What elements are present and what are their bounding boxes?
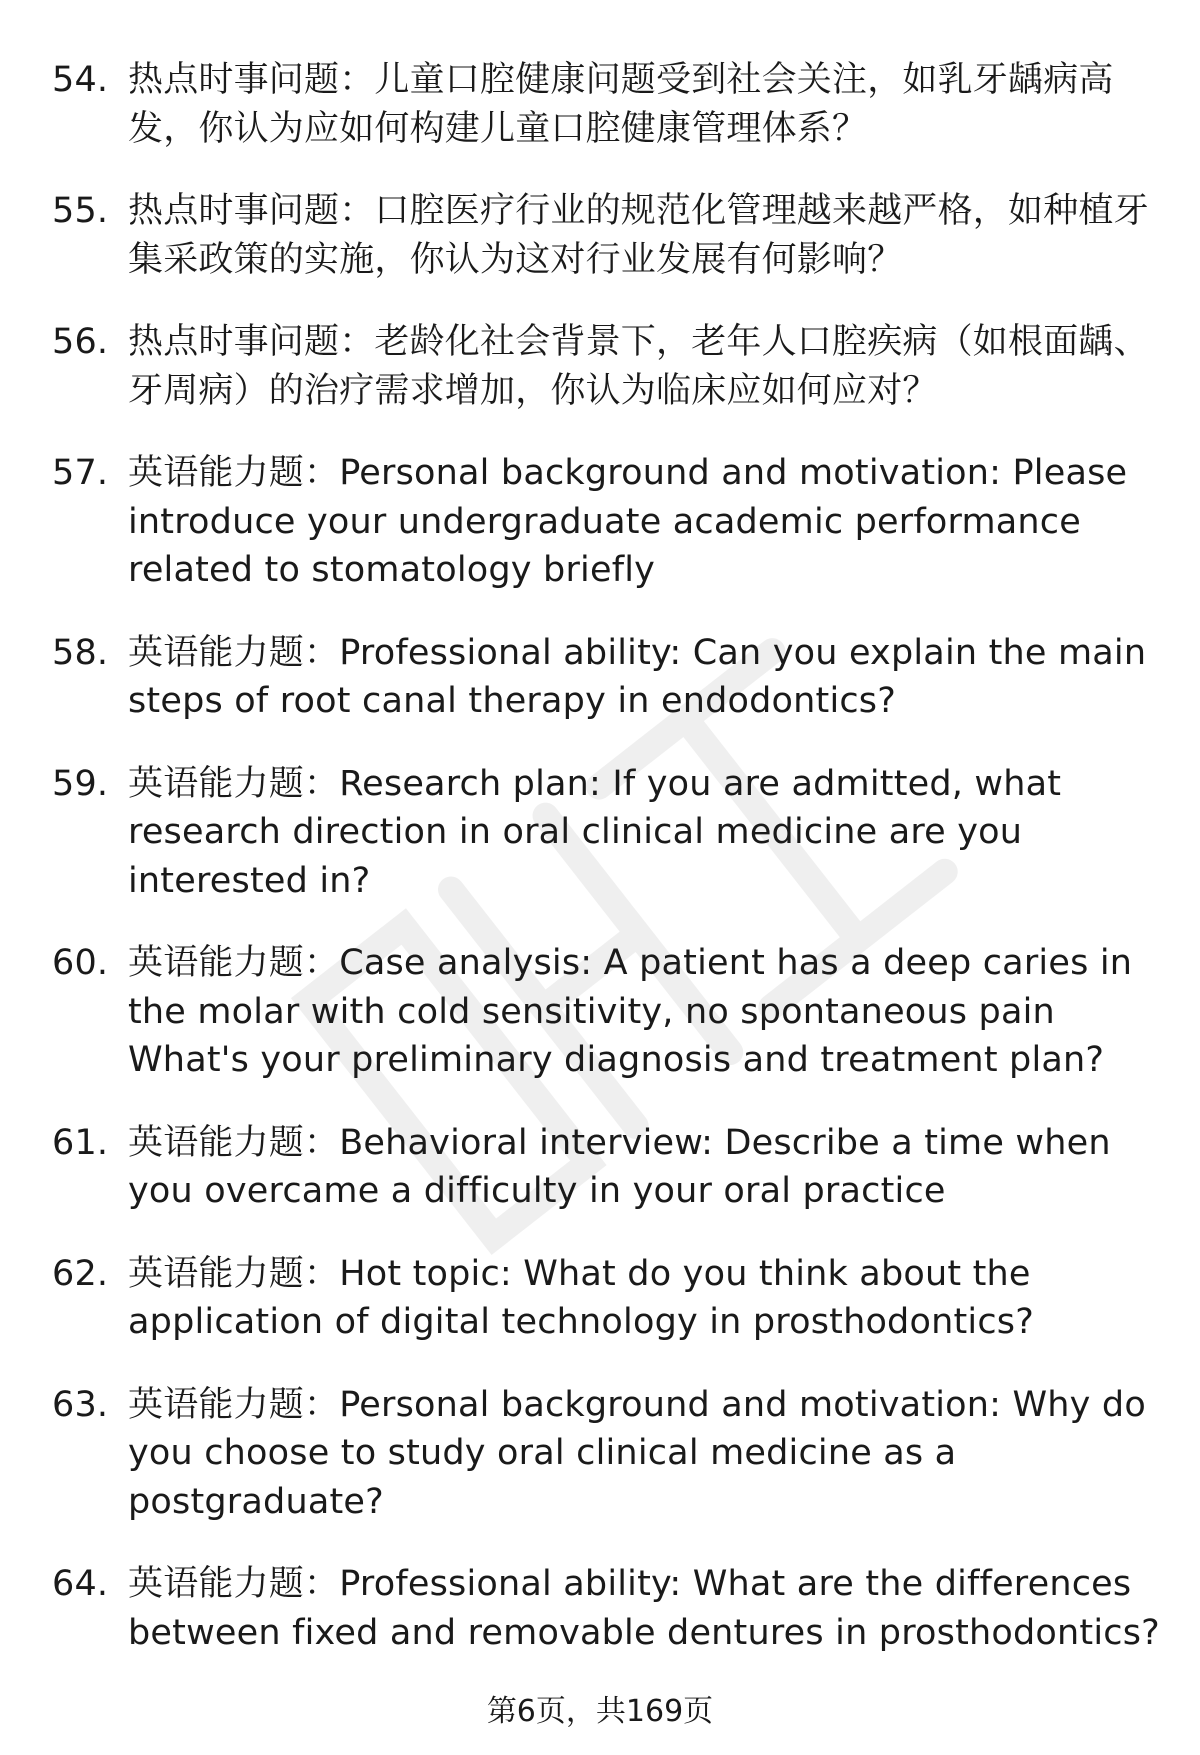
question-list [52,56,1167,1691]
question-number: 57. [52,453,109,493]
question-text: 英语能力题：Research plan: If you are admitted, what research direction in oral clinical medicine are you interested in? [128,763,1062,901]
question-number: 60. [52,943,109,983]
question-item-64 [52,1560,1167,1657]
question-text: 英语能力题：Personal background and motivation: Why do you choose to study oral clinical medicine as a postgraduate? [128,1384,1146,1522]
page-indicator: 第6页，共169页 [486,1694,714,1729]
question-item-61 [52,1119,1167,1216]
question-number: 64. [52,1564,109,1604]
question-number: 56. [52,322,109,362]
question-item-62 [52,1250,1167,1347]
question-item-57 [52,449,1167,595]
question-text: 英语能力题：Personal background and motivation: Please introduce your undergraduate academic performance related to stomatology briefly [128,453,1128,590]
question-number: 54. [52,60,109,100]
question-number: 63. [52,1384,109,1425]
question-text: 热点时事问题：口腔医疗行业的规范化管理越来越严格，如种植牙集采政策的实施，你认为这对行业发展有何影响？ [128,191,1149,280]
page-footer [0,1692,1200,1732]
question-text: 热点时事问题：老龄化社会背景下，老年人口腔疾病（如根面龋、牙周病）的治疗需求增加，你认为临床应如何应对？ [128,322,1149,411]
question-item-54 [52,56,1167,153]
question-item-55 [52,187,1167,284]
question-number: 62. [52,1253,109,1294]
question-number: 59. [52,763,109,804]
question-text: 英语能力题：Behavioral interview: Describe a time when you overcame a difficulty in your oral practice [128,1122,1111,1211]
question-text: 英语能力题：Hot topic: What do you think about the application of digital technology in prosthodontics? [128,1253,1034,1342]
question-item-56 [52,318,1167,415]
question-item-58 [52,629,1167,726]
question-item-63 [52,1381,1167,1527]
question-number: 55. [52,191,109,231]
question-text: 英语能力题：Professional ability: Can you explain the main steps of root canal therapy in endodontics? [128,632,1147,721]
question-item-59 [52,760,1167,906]
question-text: 热点时事问题：儿童口腔健康问题受到社会关注，如乳牙龋病高发，你认为应如何构建儿童口腔健康管理体系？ [128,60,1114,149]
question-text: 英语能力题：Professional ability: What are the differences between fixed and removable dentures in prosthodontics? [128,1564,1160,1653]
question-item-60 [52,939,1167,1085]
question-text: 英语能力题：Case analysis: A patient has a deep caries in the molar with cold sensitivity, no spontaneous pain What's your preliminary diagnosis and treatment plan? [128,943,1133,1080]
question-number: 58. [52,632,109,673]
question-number: 61. [52,1122,109,1163]
